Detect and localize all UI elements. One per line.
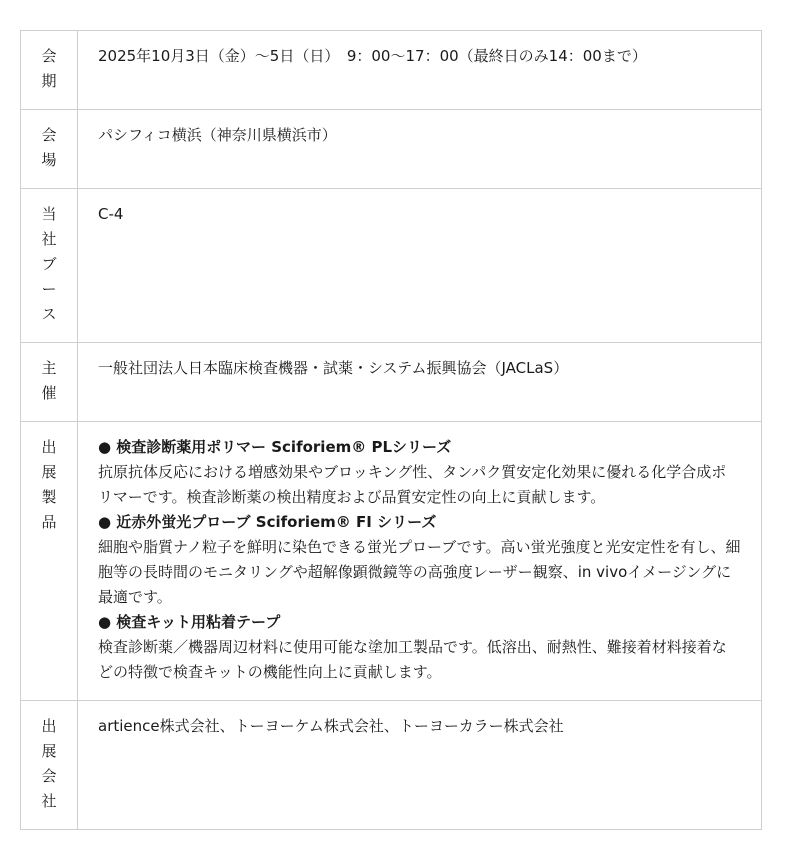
period-value: 2025年10月3日（金）～5日（日） 9：00～17：00（最終日のみ14：00まで） — [78, 31, 762, 110]
venue-label: 会場 — [41, 126, 57, 169]
product-description: 抗原抗体反応における増感効果やブロッキング性、タンパク質安定化効果に優れる化学合成ポリマーです。検査診断薬の検出精度および品質安定性の向上に貢献します。 — [98, 463, 727, 506]
product-description: 細胞や脂質ナノ粒子を鮮明に染色できる蛍光プローブです。高い蛍光強度と光安定性を有し、細胞等の長時間のモニタリングや超解像顕微鏡等の高強度レーザー観察、in vivoイメージングに最適です。 — [98, 538, 741, 606]
period-label: 会期 — [41, 47, 57, 90]
exhibitors-value: artience株式会社、トーヨーケム株式会社、トーヨーカラー株式会社 — [78, 701, 762, 830]
product-heading: ● 近赤外蛍光プローブ Sciforiem® FI シリーズ — [98, 513, 437, 531]
venue-value: パシフィコ横浜（神奈川県横浜市） — [78, 110, 762, 189]
organizer-label-cell — [21, 343, 78, 422]
product-heading: ● 検査キット用粘着テープ — [98, 613, 281, 631]
booth-label: 当社ブース — [41, 205, 57, 323]
booth-label-cell — [21, 189, 78, 343]
row-period — [21, 31, 762, 110]
products-value — [78, 422, 762, 701]
organizer-value: 一般社団法人日本臨床検査機器・試薬・システム振興協会（JACLaS） — [78, 343, 762, 422]
organizer-label: 主催 — [41, 359, 57, 402]
exhibitors-label-cell — [21, 701, 78, 830]
product-description: 検査診断薬／機器周辺材料に使用可能な塗加工製品です。低溶出、耐熱性、難接着材料接着などの特徴で検査キットの機能性向上に貢献します。 — [98, 638, 727, 681]
exhibition-info-table — [20, 30, 762, 830]
row-booth — [21, 189, 762, 343]
products-label: 出展製品 — [41, 438, 57, 531]
row-organizer — [21, 343, 762, 422]
product-heading: ● 検査診断薬用ポリマー Sciforiem® PLシリーズ — [98, 438, 452, 456]
booth-value: C-4 — [78, 189, 762, 343]
exhibitors-label: 出展会社 — [41, 717, 57, 810]
products-label-cell — [21, 422, 78, 701]
row-products — [21, 422, 762, 701]
venue-label-cell — [21, 110, 78, 189]
row-exhibitors — [21, 701, 762, 830]
period-label-cell — [21, 31, 78, 110]
row-venue — [21, 110, 762, 189]
